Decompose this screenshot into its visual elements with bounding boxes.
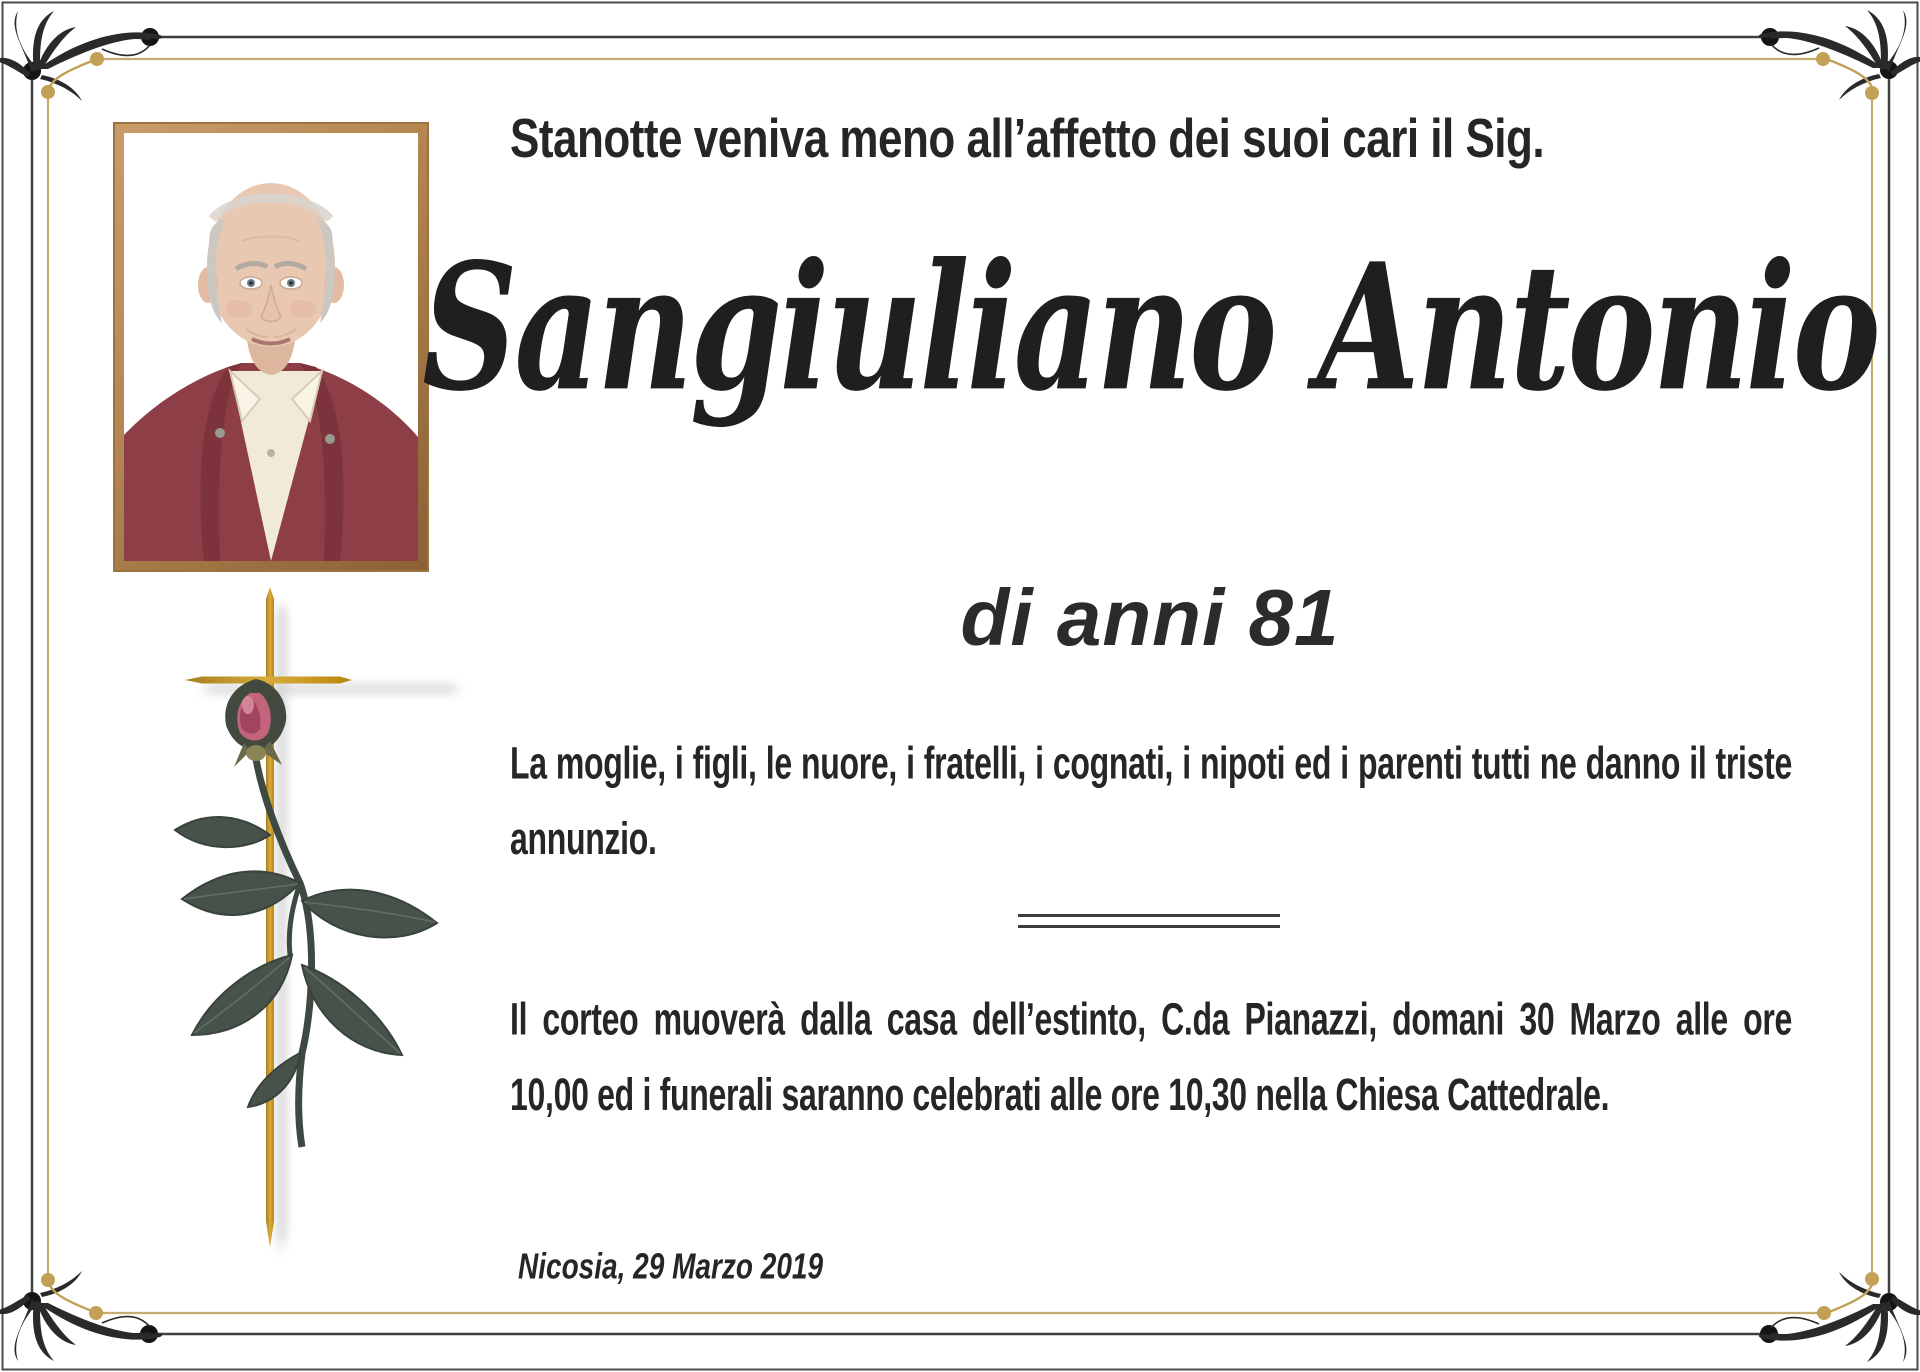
family-announcement: La moglie, i figli, le nuore, i fratelli, i cognati, i nipoti ed i parenti tutti ne danno il triste annunzio.	[510, 737, 1792, 864]
age-line: di anni 81	[960, 573, 1340, 662]
portrait-photo	[124, 133, 418, 561]
cross-and-rose	[150, 583, 470, 1273]
section-divider	[1018, 914, 1280, 928]
intro-line: Stanotte veniva meno all’affetto dei suoi cari il Sig.	[510, 108, 1545, 170]
place-and-date: Nicosia, 29 Marzo 2019	[518, 1246, 824, 1287]
funeral-details: Il corteo muoverà dalla casa dell’estinto, C.da Pianazzi, domani 30 Marzo alle ore 10,00 ed i funerali saranno celebrati alle ore 10,30 nella Chiesa Cattedrale.	[510, 993, 1792, 1120]
photo-frame	[113, 122, 429, 572]
deceased-name: Sangiuliano Antonio	[422, 226, 1878, 431]
portrait-illustration	[124, 133, 418, 561]
rose-icon	[175, 679, 437, 1147]
